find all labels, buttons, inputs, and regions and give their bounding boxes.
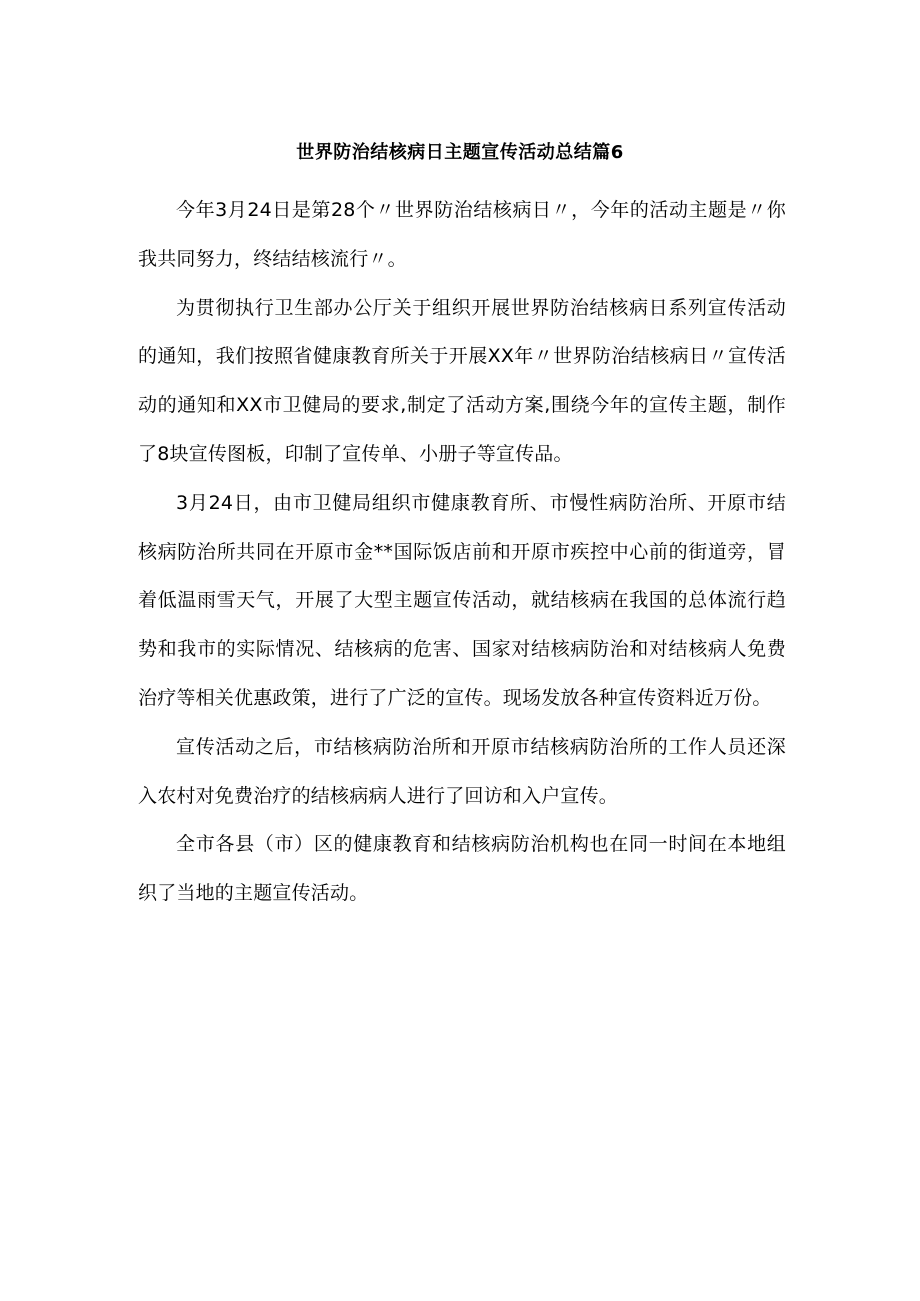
document-title: 世界防治结核病日主题宣传活动总结篇6 [296,142,624,163]
paragraph: 3月24日，由市卫健局组织市健康教育所、市慢性病防治所、开原市结核病防治所共同在开原市金**国际饭店前和开原市疾控中心前的街道旁，冒着低温雨雪天气，开展了大型主题宣传活动，就结核病在我国的总体流行趋势和我市的实际情况、结核病的危害、国家对结核病防治和对结核病人免费治疗等相关优惠政策，进行了广泛的宣传。现场发放各种宣传资料近万份。 [138,491,786,709]
paragraph: 宣传活动之后，市结核病防治所和开原市结核病防治所的工作人员还深入农村对免费治疗的结核病病人进行了回访和入户宣传。 [138,735,786,807]
document-body [138,186,786,918]
paragraph: 为贯彻执行卫生部办公厅关于组织开展世界防治结核病日系列宣传活动的通知，我们按照省健康教育所关于开展XX年〃世界防治结核病日〃宣传活动的通知和XX市卫健局的要求,制定了活动方案,围绕今年的宣传主题，制作了8块宣传图板，印制了宣传单、小册子等宣传品。 [138,296,786,465]
paragraph: 今年3月24日是第28个〃世界防治结核病日〃，今年的活动主题是〃你我共同努力，终结结核流行〃。 [138,199,786,270]
paragraph: 全市各县（市）区的健康教育和结核病防治机构也在同一时间在本地组织了当地的主题宣传活动。 [138,833,786,905]
